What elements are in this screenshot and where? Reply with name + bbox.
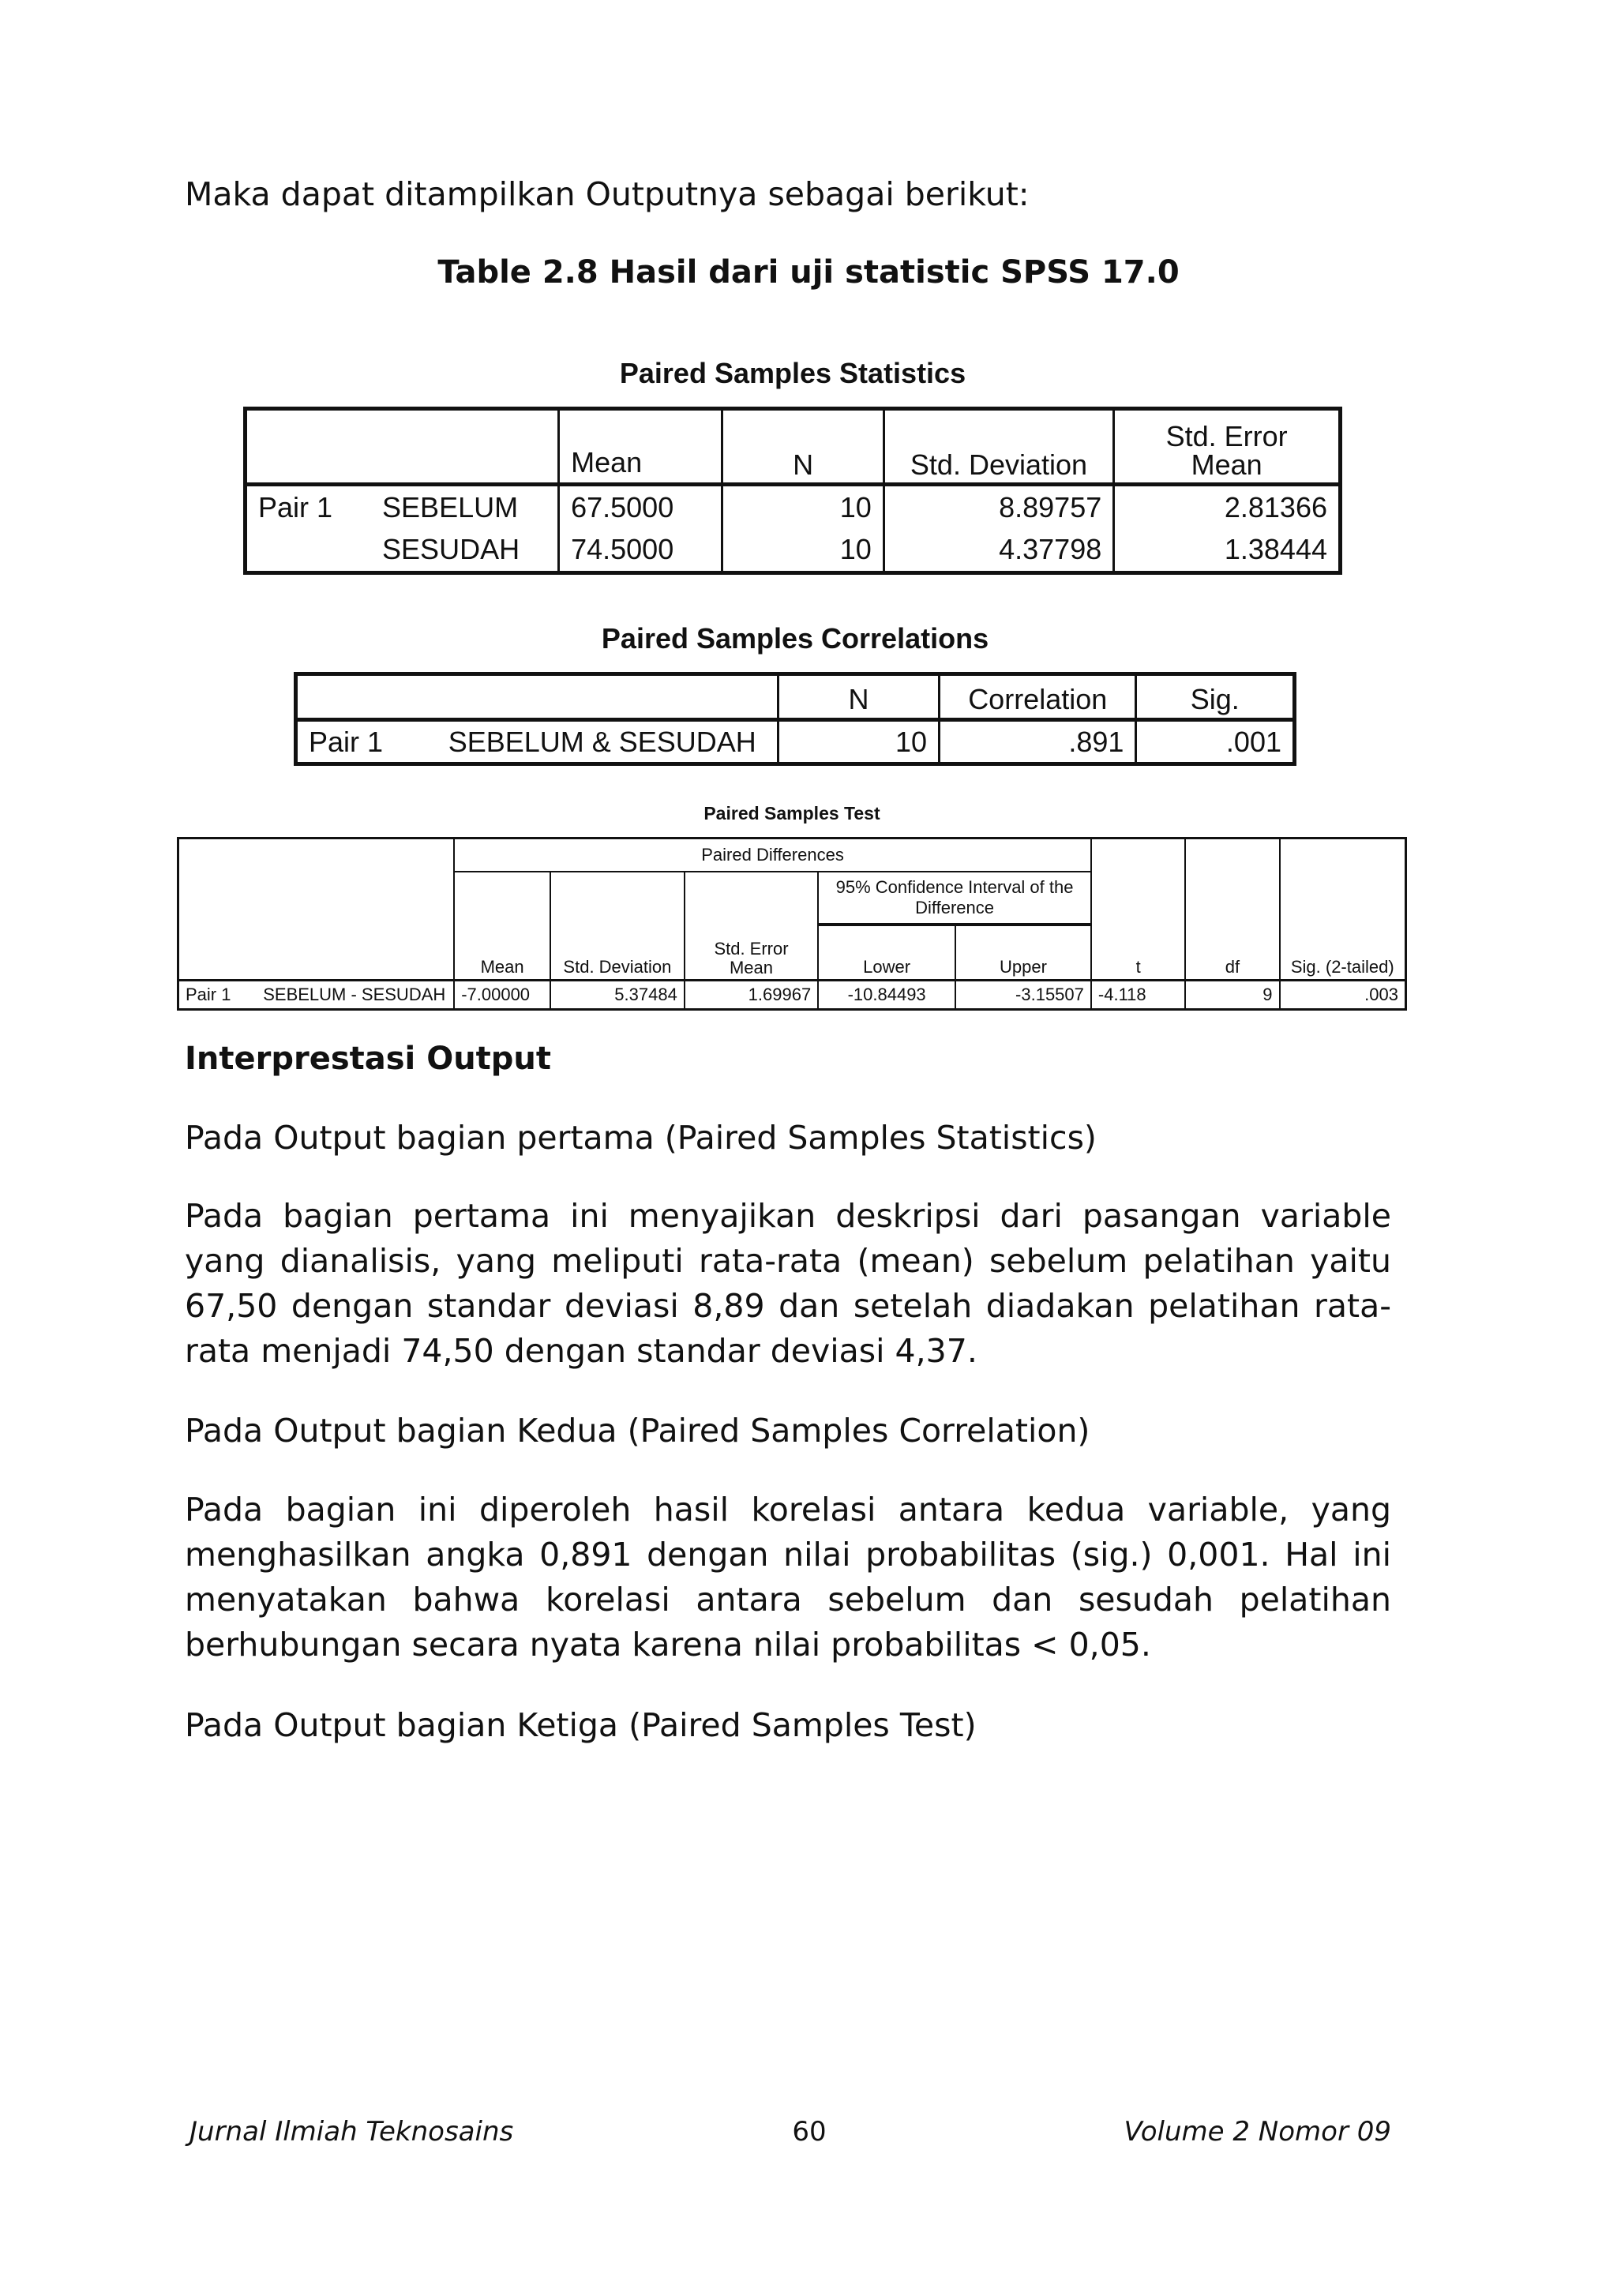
cell-t: -4.118 (1091, 981, 1186, 1010)
table-row (178, 981, 1406, 1010)
header-sig-2-tailed: Sig. (2-tailed) (1280, 925, 1406, 981)
pair-label: Pair 1 (258, 490, 333, 523)
corr-table-title: Paired Samples Correlations (601, 622, 989, 655)
paired-samples-correlations-table (294, 672, 1296, 766)
cell-std-error: 2.81366 (1224, 490, 1327, 523)
cell-upper: -3.15507 (955, 981, 1091, 1010)
header-ci-line2: Difference (915, 897, 994, 917)
header-paired-differences: Paired Differences (454, 838, 1091, 872)
footer-page-number: 60 (792, 2116, 827, 2148)
header-df: df (1185, 925, 1279, 981)
table-caption: Table 2.8 Hasil dari uji statistic SPSS 17.0 (437, 254, 1180, 291)
paragraph-3: Pada Output bagian Kedua (Paired Samples Correlation) (185, 1412, 1090, 1450)
table-row (246, 529, 1341, 573)
header-std-deviation: Std. Deviation (550, 925, 685, 981)
header-se-line1: Std. Error (714, 939, 789, 959)
row-label: SEBELUM (371, 485, 559, 529)
header-mean: Mean (454, 925, 550, 981)
header-se-line2: Mean (729, 958, 774, 977)
cell-sig: .003 (1280, 981, 1406, 1010)
header-blank (246, 409, 372, 485)
test-table-title: Paired Samples Test (703, 803, 880, 823)
header-blank (296, 674, 437, 720)
cell-mean: -7.00000 (454, 981, 550, 1010)
pair-label: Pair 1 (309, 725, 384, 758)
header-mean: Mean (559, 409, 722, 485)
cell-mean: 74.5000 (559, 529, 722, 573)
cell-correlation: .891 (940, 720, 1136, 764)
row-label: SESUDAH (371, 529, 559, 573)
cell-std-deviation: 5.37484 (550, 981, 685, 1010)
header-blank-sig (1280, 838, 1406, 925)
paired-samples-statistics-table (243, 407, 1342, 575)
header-std-error-mean (685, 925, 818, 981)
header-std-error-mean (1114, 409, 1341, 485)
row-label: SEBELUM - SESUDAH (257, 981, 454, 1010)
paragraph-1: Pada Output bagian pertama (Paired Samples Statistics) (185, 1119, 1097, 1157)
header-blank (437, 674, 778, 720)
row-label: SEBELUM & SESUDAH (437, 720, 778, 764)
pair-label: Pair 1 (178, 981, 257, 1010)
paired-samples-test-table (177, 837, 1407, 1011)
header-blank-sd (550, 872, 685, 925)
section-heading: Interprestasi Output (185, 1041, 552, 1077)
cell-n: 10 (778, 720, 940, 764)
cell-std-error: 1.38444 (1224, 533, 1327, 566)
header-n: N (778, 674, 940, 720)
intro-text: Maka dapat ditampilkan Outputnya sebagai berikut: (185, 175, 1030, 213)
header-confidence-interval (818, 872, 1091, 924)
cell-n: 10 (722, 529, 884, 573)
stats-table-title: Paired Samples Statistics (619, 357, 966, 389)
paragraph-5: Pada Output bagian Ketiga (Paired Samples Test) (185, 1706, 977, 1744)
paragraph-2: Pada bagian pertama ini menyajikan deskripsi dari pasangan variable yang dianalisis, yang meliputi rata-rata (mean) sebelum pelatihan yaitu 67,50 dengan standar deviasi 8,89 dan setelah diadakan pelatihan rata-rata menjadi 74,50 dengan standar deviasi 4,37. (185, 1197, 1391, 1370)
header-blank-mean (454, 872, 550, 925)
header-sig: Sig. (1136, 674, 1295, 720)
footer-volume: Volume 2 Nomor 09 (1124, 2116, 1391, 2148)
cell-sig: .001 (1225, 725, 1281, 758)
cell-lower: -10.84493 (818, 981, 955, 1010)
cell-df: 9 (1185, 981, 1279, 1010)
table-header-row (246, 409, 1341, 485)
table-header-row (296, 674, 1295, 720)
header-std-error-line2: Mean (1191, 448, 1262, 481)
header-blank-df (1185, 838, 1279, 925)
header-std-error-line1: Std. Error (1165, 420, 1288, 452)
cell-mean: 67.5000 (559, 485, 722, 529)
cell-std-deviation: 8.89757 (884, 485, 1114, 529)
header-blank (371, 409, 559, 485)
header-blank (178, 838, 455, 981)
table-row (296, 720, 1295, 764)
table-row (246, 485, 1341, 529)
header-n: N (722, 409, 884, 485)
header-blank-se (685, 872, 818, 925)
footer-journal: Jurnal Ilmiah Teknosains (189, 2116, 514, 2148)
table-header-row (178, 838, 1406, 872)
header-upper: Upper (955, 925, 1091, 981)
cell-std-deviation: 4.37798 (884, 529, 1114, 573)
cell-n: 10 (722, 485, 884, 529)
header-correlation: Correlation (940, 674, 1136, 720)
header-ci-line1: 95% Confidence Interval of the (835, 876, 1074, 897)
header-t: t (1091, 925, 1186, 981)
pair-label-empty (246, 529, 372, 573)
header-blank-t (1091, 838, 1186, 925)
header-std-deviation: Std. Deviation (884, 409, 1114, 485)
header-lower: Lower (818, 925, 955, 981)
paragraph-4: Pada bagian ini diperoleh hasil korelasi antara kedua variable, yang menghasilkan angka 0,891 dengan nilai probabilitas (sig.) 0,001. Hal ini menyatakan bahwa korelasi antara sebelum dan sesudah pelatihan berhubungan secara nyata karena nilai probabilitas < 0,05. (185, 1491, 1391, 1664)
cell-std-error: 1.69967 (685, 981, 818, 1010)
